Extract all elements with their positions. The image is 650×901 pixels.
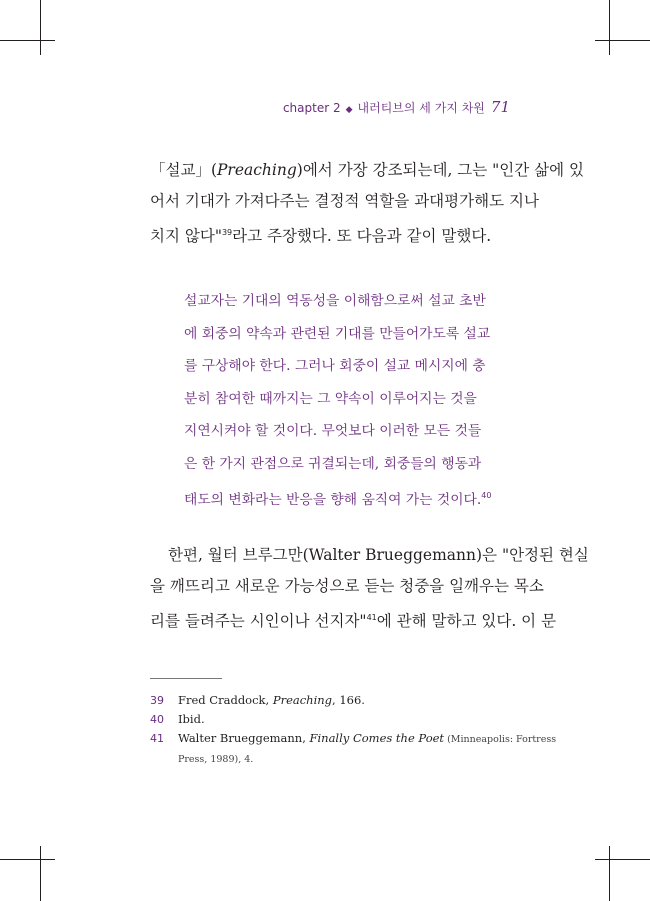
crop-mark-top-left <box>0 40 55 41</box>
footnote-41-continued: Press, 1989), 4. <box>178 754 254 765</box>
text-line: 을 깨뜨리고 새로운 가능성으로 듣는 청중을 일깨우는 목소 <box>150 577 544 595</box>
crop-mark-top-left <box>40 0 41 55</box>
quote-line: 은 한 가지 관점으로 귀결되는데, 회중들의 행동과 <box>184 455 482 472</box>
crop-mark-bottom-right <box>595 859 650 860</box>
quote-line: 에 회중의 약속과 관련된 기대를 만들어가도록 설교 <box>184 325 491 342</box>
chapter-label: chapter 2 <box>282 101 341 115</box>
crop-mark-top-right <box>609 0 610 55</box>
running-header <box>150 98 510 116</box>
quote-line: 태도의 변화라는 반응을 향해 움직여 가는 것이다.$^{40}$ <box>184 491 492 508</box>
diamond-icon: ◆ <box>345 105 353 115</box>
footnotes <box>150 691 557 769</box>
crop-mark-bottom-right <box>609 846 610 901</box>
crop-mark-bottom-left <box>40 846 41 901</box>
chapter-title: 내러티브의 세 가지 차원 <box>357 101 485 115</box>
text-line: 한편, 월터 브루그만(Walter Brueggemann)은 "안정된 현실 <box>168 546 589 564</box>
footnote-40: 40 Ibid. <box>150 712 205 726</box>
quote-line: 분히 참여한 때까지는 그 약속이 이루어지는 것을 <box>184 390 477 407</box>
body-paragraph-2 <box>150 540 589 637</box>
text-line: 리를 들려주는 시인이나 선지자"$^{41}$에 관해 말하고 있다. 이 문 <box>150 612 557 630</box>
quote-line: 를 구상해야 한다. 그러나 회중이 설교 메시지에 충 <box>184 358 486 374</box>
text-line: 치지 않다"$^{39}$라고 주장했다. 또 다음과 같이 말했다. <box>150 227 492 245</box>
footnote-divider <box>150 678 222 679</box>
footnote-39: 39 Fred Craddock, Preaching, 166. <box>150 693 365 707</box>
footnote-41: 41 Walter Brueggemann, Finally Comes the Poet (Minneapolis: Fortress <box>150 731 557 745</box>
footnote-ref: 39 <box>221 228 233 237</box>
page-number: 71 <box>490 98 510 116</box>
footnote-ref: 41 <box>366 613 377 622</box>
crop-mark-bottom-left <box>0 859 55 860</box>
footnote-ref: 40 <box>481 491 492 500</box>
body-paragraph-1 <box>150 155 585 252</box>
quote-line: 지연시켜야 할 것이다. 무엇보다 이러한 모든 것들 <box>184 423 482 439</box>
crop-mark-top-right <box>595 40 650 41</box>
text-line: 어서 기대가 가져다주는 결정적 역할을 과대평가해도 지나 <box>150 192 539 210</box>
text-line: 「설교」(Preaching)에서 가장 강조되는데, 그는 "인간 삶에 있 <box>150 161 585 179</box>
quote-line: 설교자는 기대의 역동성을 이해함으로써 설교 초반 <box>184 293 486 309</box>
block-quote <box>184 285 492 517</box>
